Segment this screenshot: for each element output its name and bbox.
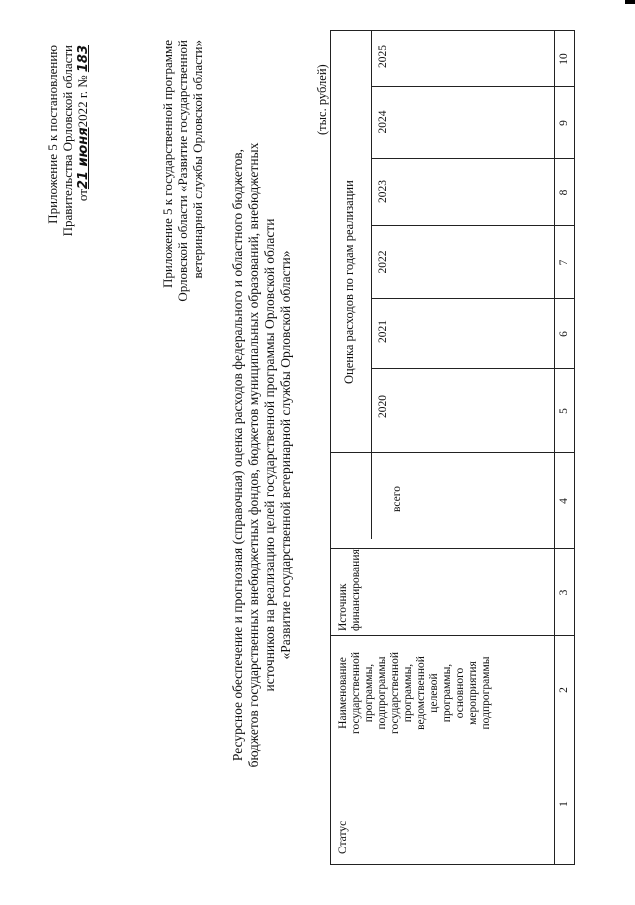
budget-table <box>330 30 575 865</box>
column-number: 2 <box>558 687 570 693</box>
decree-line-3: от21 июня2022 г. № 183 <box>75 45 91 202</box>
header-year: 2022 <box>377 250 389 274</box>
decree-line-2: Правительства Орловской области <box>60 45 75 237</box>
program-appendix-reference <box>160 40 205 410</box>
table-divider <box>331 635 574 636</box>
table-divider <box>554 31 555 864</box>
title-line-2: бюджетов государственных внебюджетных фондов, бюджетов муниципальных образований, внебюджетных <box>246 142 261 768</box>
column-number: 10 <box>558 53 570 65</box>
column-number: 4 <box>558 498 570 504</box>
title-line-4: «Развитие государственной ветеринарной службы Орловской области» <box>278 250 293 660</box>
header-year: 2020 <box>377 395 389 418</box>
handwritten-date: 21 июня <box>76 127 91 190</box>
government-decree-reference <box>45 45 91 345</box>
table-divider <box>371 225 574 226</box>
column-number: 7 <box>558 259 570 266</box>
table-divider <box>371 158 574 159</box>
column-number: 3 <box>558 589 570 596</box>
title-line-1: Ресурсное обеспечение и прогнозная (справочная) оценка расходов федерального и областного бюджетов, <box>230 148 245 762</box>
appendix-line-2: Орловской области «Развитие государственной <box>175 40 190 302</box>
scan-edge-mark <box>625 0 635 4</box>
unit-label: (тыс. рублей) <box>315 64 329 135</box>
column-number: 5 <box>558 408 570 414</box>
document-title <box>230 75 294 835</box>
header-year: 2024 <box>377 110 389 134</box>
header-status: Статус <box>337 820 349 854</box>
header-year: 2023 <box>377 180 389 203</box>
title-line-3: источников на реализацию целей государственной программы Орловской области <box>262 218 277 692</box>
column-number: 6 <box>558 331 570 337</box>
column-number: 8 <box>558 189 570 196</box>
header-year: 2021 <box>377 320 389 343</box>
table-divider <box>331 452 574 453</box>
decree-line-1: Приложение 5 к постановлению <box>45 45 60 224</box>
header-year: 2025 <box>377 45 389 68</box>
table-divider <box>371 368 574 369</box>
header-source: Источник финансирования <box>337 549 362 631</box>
table-divider <box>371 86 574 87</box>
header-total: всего <box>391 486 403 512</box>
header-name: Наименование государственной программы, подпрограммы государственной программы, ведомственной целевой программы, основного мероприятия подпрограммы <box>337 652 492 734</box>
table-divider <box>331 548 574 549</box>
column-number: 1 <box>558 801 570 807</box>
column-number: 9 <box>558 120 570 126</box>
table-divider <box>371 298 574 299</box>
appendix-line-1: Приложение 5 к государственной программе <box>160 40 175 289</box>
appendix-line-3: ветеринарной службы Орловской области» <box>190 40 205 279</box>
header-estimate: Оценка расходов по годам реализации <box>342 180 356 384</box>
handwritten-number: 183 <box>76 45 91 73</box>
table-divider <box>371 31 372 539</box>
